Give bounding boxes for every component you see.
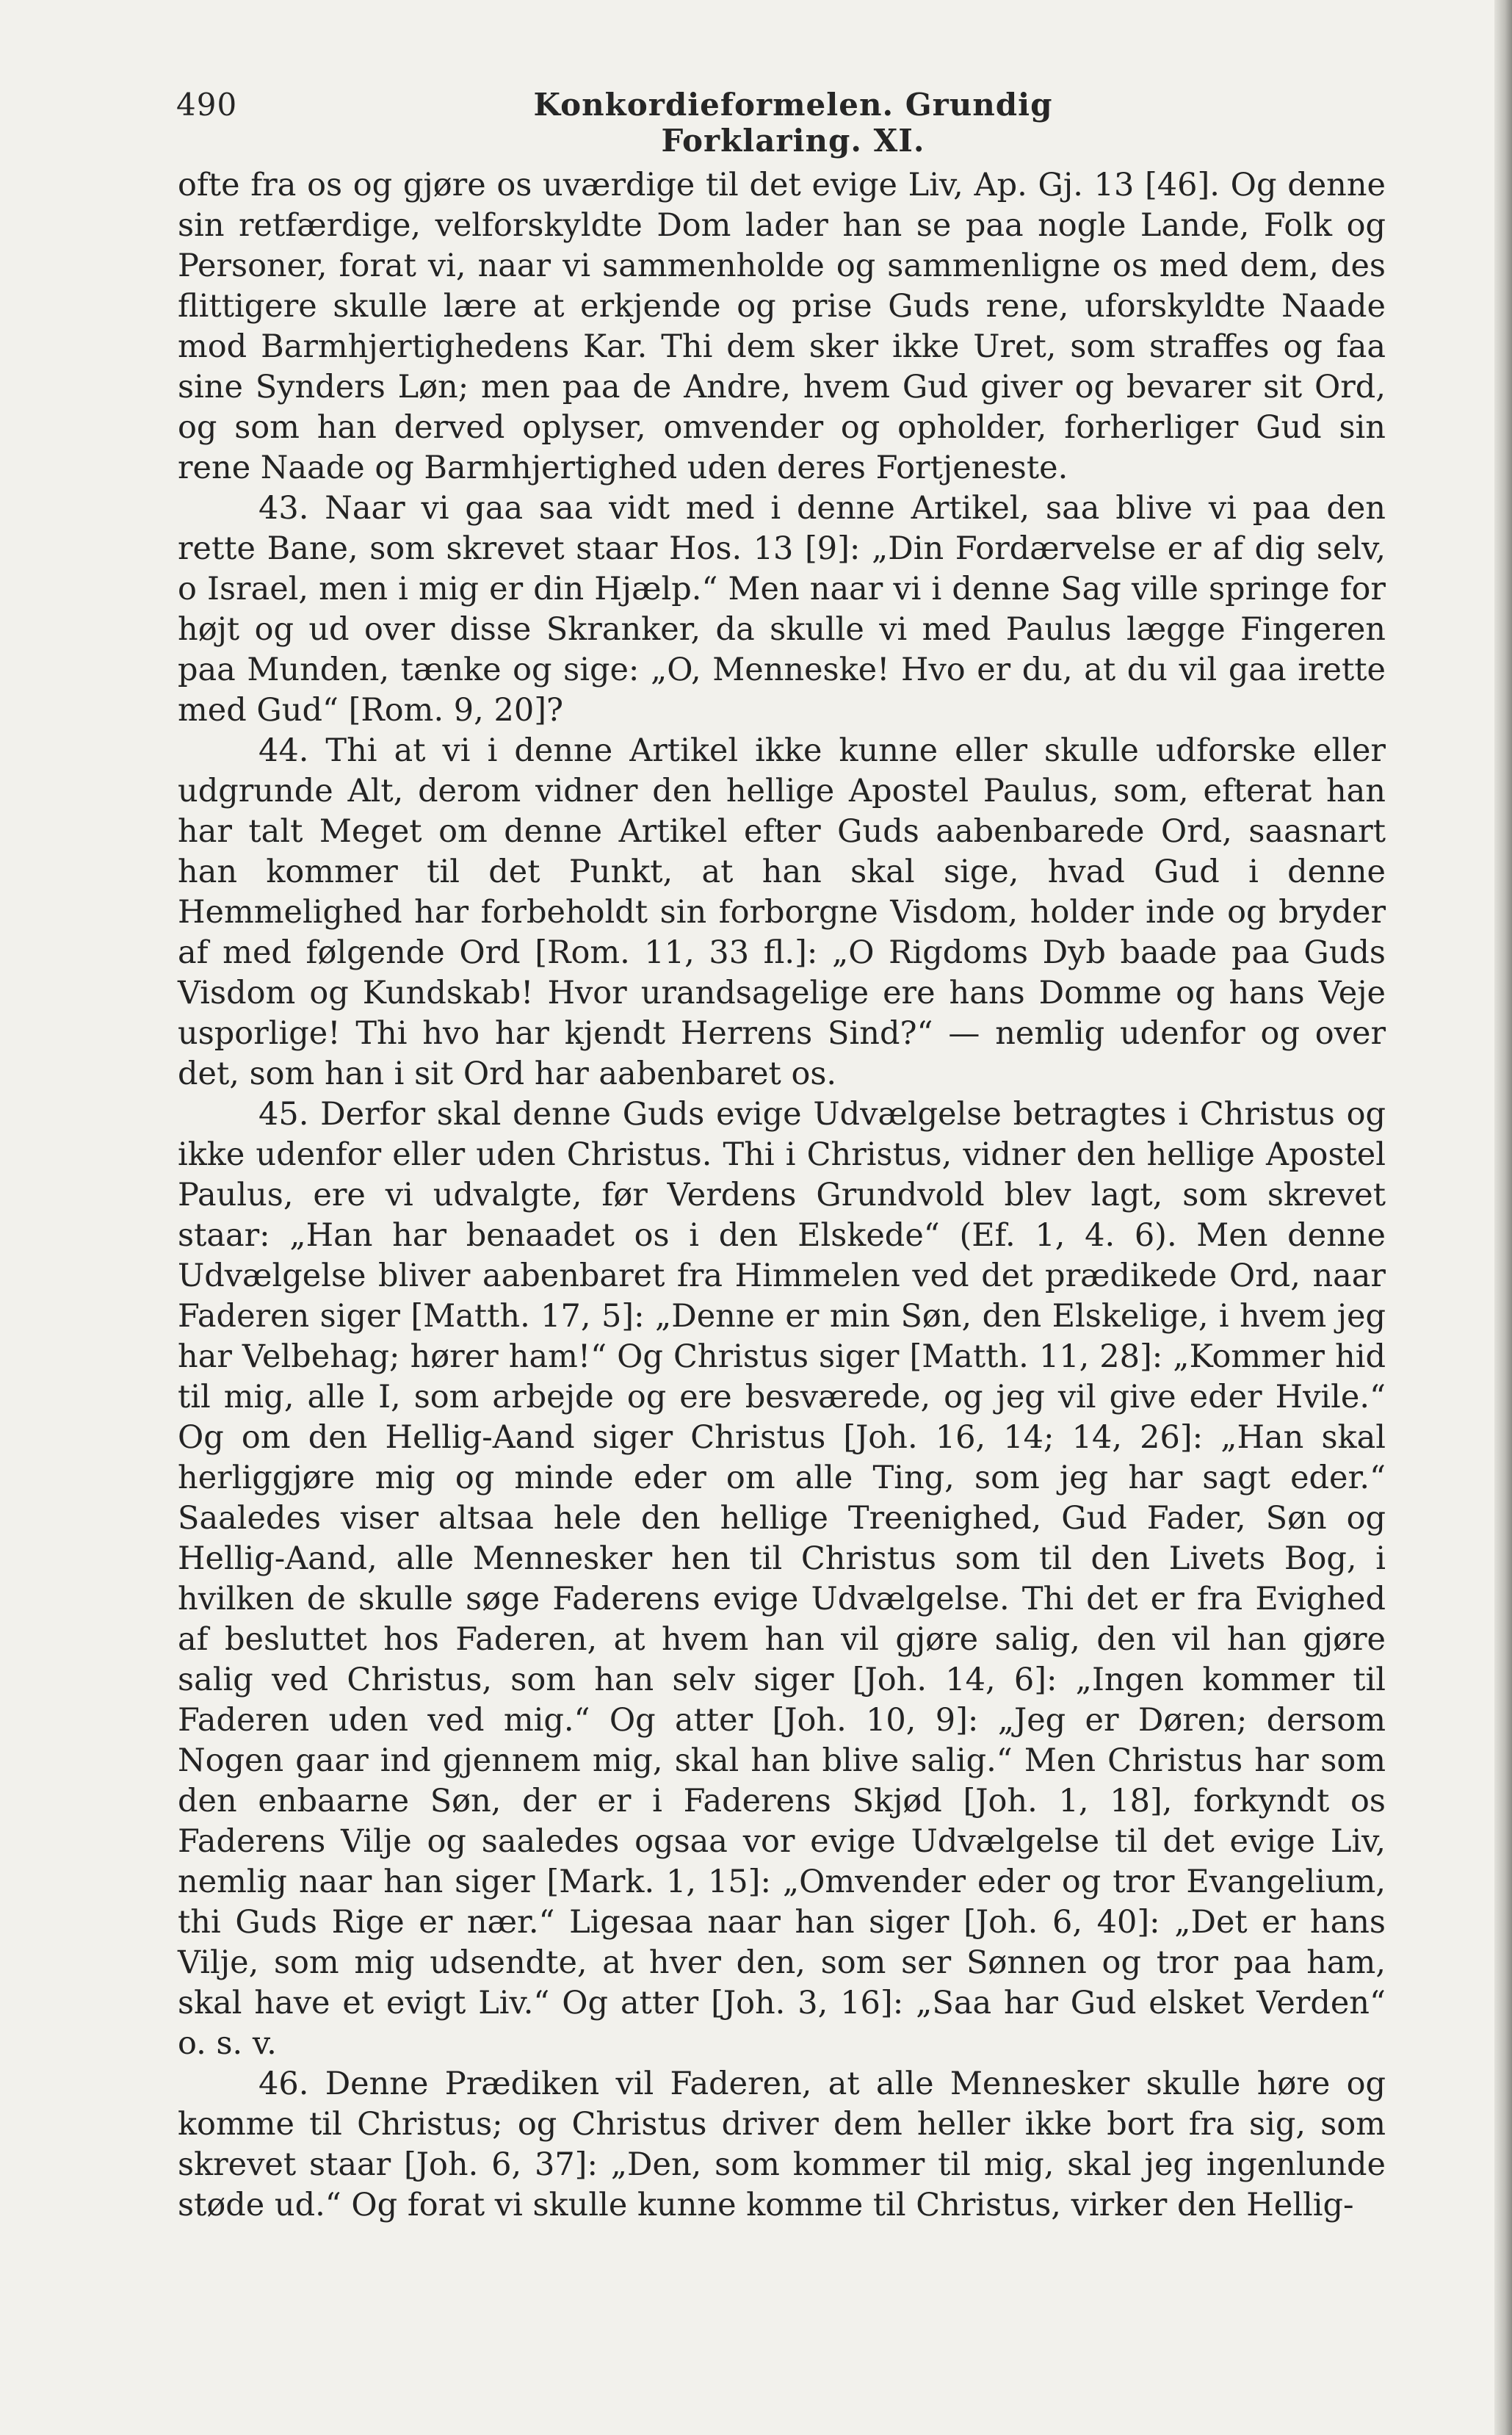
page-number: 490	[176, 87, 238, 123]
page-edge-shadow	[1494, 0, 1512, 2435]
paragraph-44: 44. Thi at vi i denne Artikel ikke kunne eller skulle udforske eller udgrunde Alt, derom vidner den hellige Apostel Paulus, som, efterat han har talt Meget om denne Artikel efter Guds aabenbarede Ord, saasnart han kommer til det Punkt, at han skal sige, hvad Gud i denne Hemmelighed har forbeholdt sin forborgne Visdom, holder inde og bryder af med følgende Ord [Rom. 11, 33 fl.]: „O Rigdoms Dyb baade paa Guds Visdom og Kundskab! Hvor urandsagelige ere hans Domme og hans Veje usporlige! Thi hvo har kjendt Herrens Sind?“ — nemlig udenfor og over det, som han i sit Ord har aabenbaret os.	[178, 732, 1386, 1092]
page-header	[0, 87, 1512, 159]
paragraph-43: 43. Naar vi gaa saa vidt med i denne Artikel, saa blive vi paa den rette Bane, som skrevet staar Hos. 13 [9]: „Din Fordærvelse er af dig selv, o Israel, men i mig er din Hjælp.“ Men naar vi i denne Sag ville springe for højt og ud over disse Skranker, da skulle vi med Paulus lægge Fingeren paa Munden, tænke og sige: „O, Menneske! Hvo er du, at du vil gaa irette med Gud“ [Rom. 9, 20]?	[178, 490, 1386, 729]
body-text	[178, 165, 1386, 2226]
paragraph-continuation: ofte fra os og gjøre os uværdige til det evige Liv, Ap. Gj. 13 [46]. Og denne sin retfærdige, velforskyldte Dom lader han se paa nogle Lande, Folk og Personer, forat vi, naar vi sammenholde og sammenligne os med dem, des flittigere skulle lære at erkjende og prise Guds rene, uforskyldte Naade mod Barmhjertighedens Kar. Thi dem sker ikke Uret, som straffes og faa sine Synders Løn; men paa de Andre, hvem Gud giver og bevarer sit Ord, og som han derved oplyser, omvender og opholder, forherliger Gud sin rene Naade og Barmhjertighed uden deres Fortjeneste.	[178, 167, 1386, 486]
paragraph-45: 45. Derfor skal denne Guds evige Udvælgelse betragtes i Christus og ikke udenfor eller uden Christus. Thi i Christus, vidner den hellige Apostel Paulus, ere vi udvalgte, før Verdens Grundvold blev lagt, som skrevet staar: „Han har benaadet os i den Elskede“ (Ef. 1, 4. 6). Men denne Udvælgelse bliver aabenbaret fra Himmelen ved det prædikede Ord, naar Faderen siger [Matth. 17, 5]: „Denne er min Søn, den Elskelige, i hvem jeg har Velbehag; hører ham!“ Og Christus siger [Matth. 11, 28]: „Kommer hid til mig, alle I, som arbejde og ere besværede, og jeg vil give eder Hvile.“ Og om den Hellig-Aand siger Christus [Joh. 16, 14; 14, 26]: „Han skal herliggjøre mig og minde eder om alle Ting, som jeg har sagt eder.“ Saaledes viser altsaa hele den hellige Treenighed, Gud Fader, Søn og Hellig-Aand, alle Mennesker hen til Christus som til den Livets Bog, i hvilken de skulle søge Faderens evige Udvælgelse. Thi det er fra Evighed af besluttet hos Faderen, at hvem han vil gjøre salig, den vil han gjøre salig ved Christus, som han selv siger [Joh. 14, 6]: „Ingen kommer til Faderen uden ved mig.“ Og atter [Joh. 10, 9]: „Jeg er Døren; dersom Nogen gaar ind gjennem mig, skal han blive salig.“ Men Christus har som den enbaarne Søn, der er i Faderens Skjød [Joh. 1, 18], forkyndt os Faderens Vilje og saaledes ogsaa vor evige Udvælgelse til det evige Liv, nemlig naar han siger [Mark. 1, 15]: „Omvender eder og tror Evangelium, thi Guds Rige er nær.“ Ligesaa naar han siger [Joh. 6, 40]: „Det er hans Vilje, som mig udsendte, at hver den, som ser Sønnen og tror paa ham, skal have et evigt Liv.“ Og atter [Joh. 3, 16]: „Saa har Gud elsket Verden“ o. s. v.	[178, 1096, 1386, 2062]
paragraph-46: 46. Denne Prædiken vil Faderen, at alle Mennesker skulle høre og komme til Christus; og Christus driver dem heller ikke bort fra sig, som skrevet staar [Joh. 6, 37]: „Den, som kommer til mig, skal jeg ingenlunde støde ud.“ Og forat vi skulle kunne komme til Christus, virker den Hellig-	[178, 2066, 1386, 2223]
running-title: Konkordieformelen. Grundig Forklaring. XI.	[533, 87, 1053, 159]
